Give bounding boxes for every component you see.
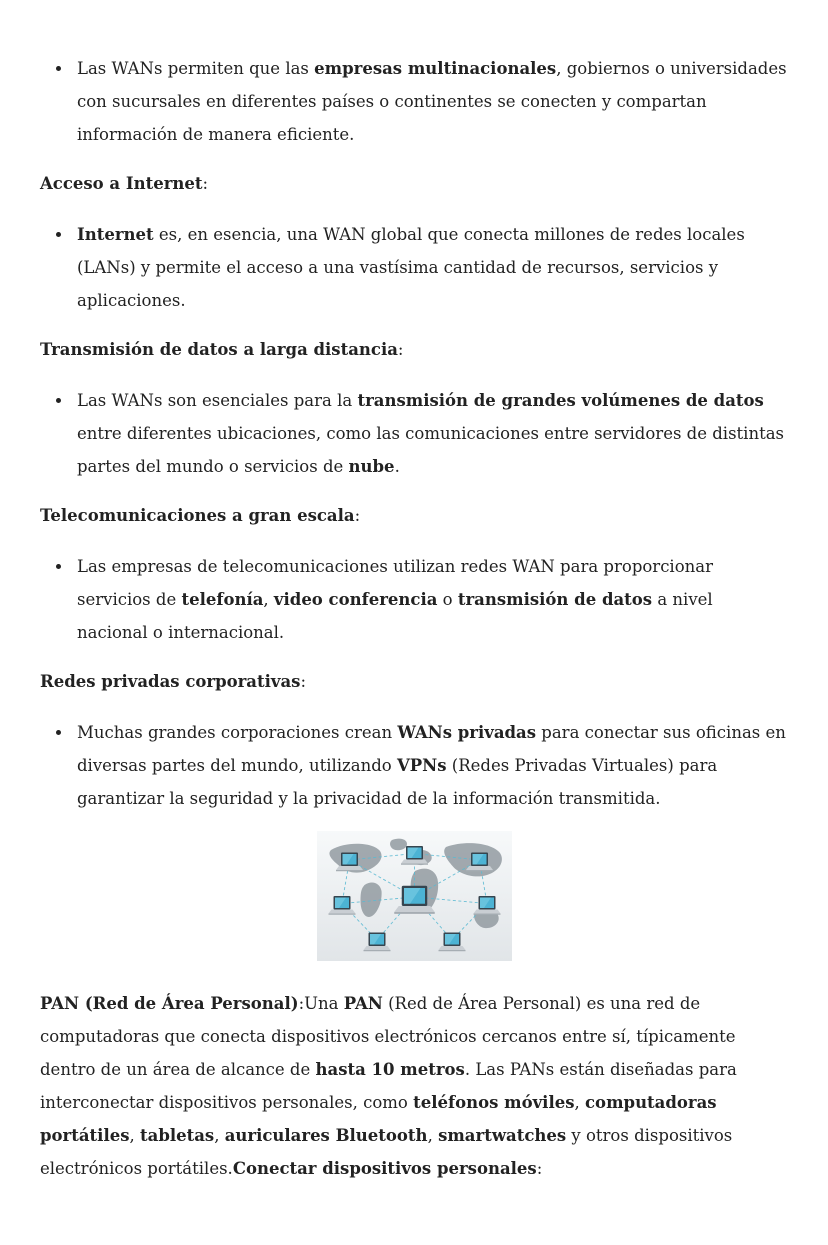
bullet-text-private-wans: Muchas grandes corporaciones crean WANs privadas para conectar sus oficinas en diversas partes del mundo, utilizando VPNs (Redes Privadas Virtuales) para garantizar la seguridad y la privacidad de la información transmitida. xyxy=(77,723,786,808)
bullet-group-internet-access xyxy=(40,218,788,317)
bullet-group-private-wans xyxy=(40,716,788,815)
section-heading-acceso-internet: Acceso a Internet: xyxy=(40,174,209,193)
section-heading-redes-privadas: Redes privadas corporativas: xyxy=(40,672,307,691)
wan-network-image xyxy=(317,831,512,961)
bullet-group-long-distance xyxy=(40,384,788,483)
bullet-text-internet: Internet es, en esencia, una WAN global que conecta millones de redes locales (LANs) y permite el acceso a una vastísima cantidad de recursos, servicios y aplicaciones. xyxy=(77,225,745,310)
bullet-group-telecom xyxy=(40,550,788,649)
section-heading-telecomunicaciones: Telecomunicaciones a gran escala: xyxy=(40,506,361,525)
bullet-item xyxy=(73,716,788,815)
bullet-text-telecom: Las empresas de telecomunicaciones utilizan redes WAN para proporcionar servicios de telefonía, video conferencia o transmisión de datos a nivel nacional o internacional. xyxy=(77,557,713,642)
pan-paragraph: PAN (Red de Área Personal):Una PAN (Red de Área Personal) es una red de computadoras que conecta dispositivos electrónicos cercanos entre sí, típicamente dentro de un área de alcance de hasta 10 metros. Las PANs están diseñadas para interconectar dispositivos personales, como teléfonos móviles, computadoras portátiles, tabletas, auriculares Bluetooth, smartwatches y otros dispositivos electrónicos portátiles.Conectar dispositivos personales: xyxy=(40,994,737,1178)
bullet-item xyxy=(73,384,788,483)
bullet-item xyxy=(73,550,788,649)
section-heading-transmision-datos: Transmisión de datos a larga distancia: xyxy=(40,340,404,359)
bullet-group-wan-benefits xyxy=(40,52,788,151)
bullet-item xyxy=(73,218,788,317)
wan-network-illustration xyxy=(317,831,512,961)
bullet-text-transmission: Las WANs son esenciales para la transmisión de grandes volúmenes de datos entre diferentes ubicaciones, como las comunicaciones entre servidores de distintas partes del mundo o servicios de nube. xyxy=(77,391,785,476)
bullet-text-multinationals: Las WANs permiten que las empresas multinacionales, gobiernos o universidades con sucursales en diferentes países o continentes se conecten y compartan información de manera eficiente. xyxy=(77,59,787,144)
bullet-item xyxy=(73,52,788,151)
